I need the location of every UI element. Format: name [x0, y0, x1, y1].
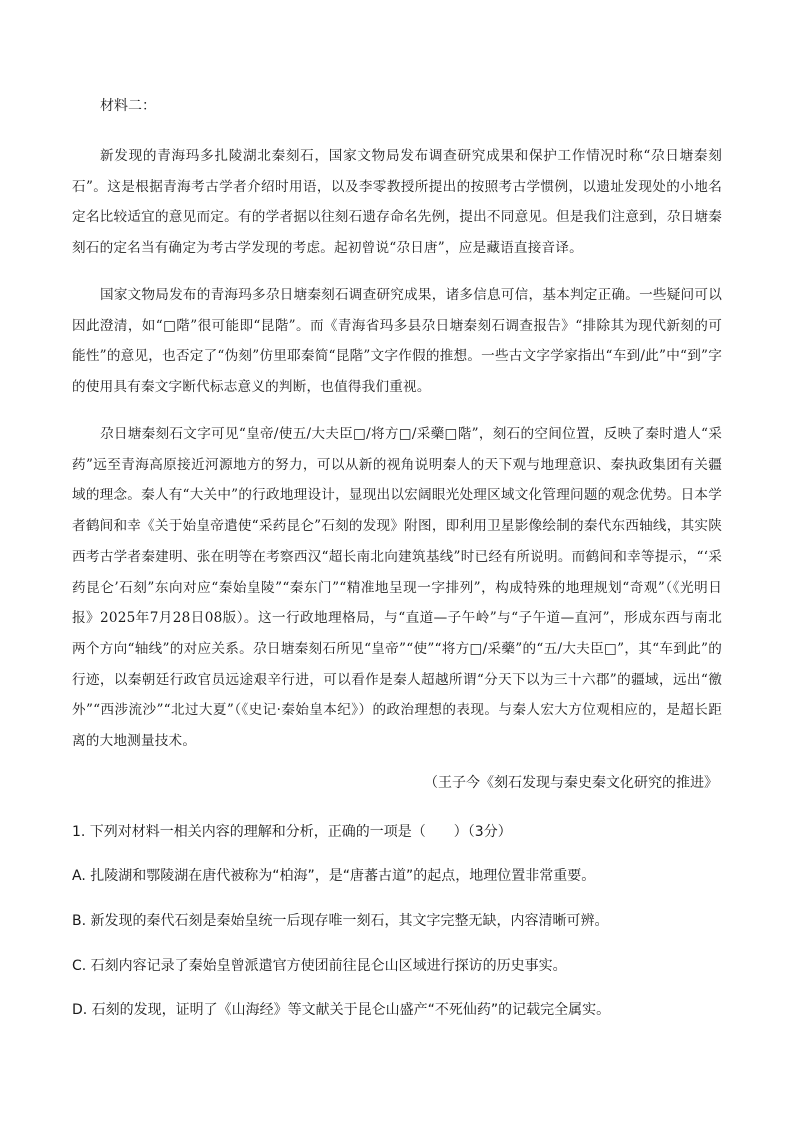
material-heading: 材料二： — [100, 98, 156, 114]
option-d: D. 石刻的发现，证明了《山海经》等文献关于昆仑山盛产“不死仙药”的记载完全属实。 — [72, 1002, 611, 1018]
paragraph-3: 尕日塘秦刻石文字可见“皇帝/使五/大夫臣□/将方□/采藥□階”，刻石的空间位置，反映了秦时遣人“采药”远至青海高原接近河源地方的努力，可以从新的视角说明秦人的天下观与地理意识、秦执政集团有关疆域的理念。秦人有“大关中”的行政地理设计，显现出以宏阔眼光处理区域文化管理问题的观念优势。日本学者鹤间和幸《关于始皇帝遣使“采药昆仑”石刻的发现》附图，即利用卫星影像绘制的秦代东西轴线，其实陕西考古学者秦建明、张在明等在考察西汉“超长南北向建筑基线”时已经有所说明。而鹤间和幸等提示，“‘采药昆仑’石刻”东向对应“秦始皇陵”“秦东门”“精准地呈现一字排列”，构成特殊的地理规划“奇观”（《光明日报》2025年7月28日08版）。这一行政地理格局，与“直道—子午岭”与“子午道—直河”，形成东西与南北两个方向“轴线”的对应关系。尕日塘秦刻石所见“皇帝”“使”“将方□/采藥”的“五/大夫臣□”，其“车到此”的行迹，以秦朝廷行政官员远途艰辛行进，可以看作是秦人超越所谓“分天下以为三十六郡”的疆域，远出“徼外”“西涉流沙”“北过大夏”（《史记·秦始皇本纪》）的政治理想的表现。与秦人宏大方位观相应的，是超长距离的大地测量技术。 — [72, 426, 722, 750]
source-citation: （王子今《刻石发现与秦史秦文化研究的推进》 — [424, 775, 718, 791]
paragraph-2: 国家文物局发布的青海玛多尕日塘秦刻石调查研究成果，诸多信息可信，基本判定正确。一些疑问可以因此澄清，如“□階”很可能即“昆階”。而《青海省玛多县尕日塘秦刻石调查报告》“排除其为现代新刻的可能性”的意见，也否定了“伪刻”仿里耶秦简“昆階”文字作假的推想。一些古文字学家指出“车到/此”中“到”字的使用具有秦文字断代标志意义的判断，也值得我们重视。 — [72, 287, 722, 396]
option-b: B. 新发现的秦代石刻是秦始皇统一后现存唯一刻石，其文字完整无缺，内容清晰可辨。 — [72, 913, 609, 929]
option-a: A. 扎陵湖和鄂陵湖在唐代被称为“柏海”，是“唐蕃古道”的起点，地理位置非常重要。 — [72, 868, 596, 884]
question-stem: 1. 下列对材料一相关内容的理解和分析，正确的一项是（ ）（3分） — [72, 824, 512, 840]
option-c: C. 石刻内容记录了秦始皇曾派遣官方使团前往昆仑山区域进行探访的历史事实。 — [72, 958, 567, 974]
paragraph-1: 新发现的青海玛多扎陵湖北秦刻石，国家文物局发布调查研究成果和保护工作情况时称“尕日塘秦刻石”。这是根据青海考古学者介绍时用语，以及李零教授所提出的按照考古学惯例，以遗址发现处的小地名定名比较适宜的意见而定。有的学者据以往刻石遗存命名先例，提出不同意见。但是我们注意到，尕日塘秦刻石的定名当有确定为考古学发现的考虑。起初曾说“尕日唐”，应是藏语直接音译。 — [72, 148, 722, 257]
